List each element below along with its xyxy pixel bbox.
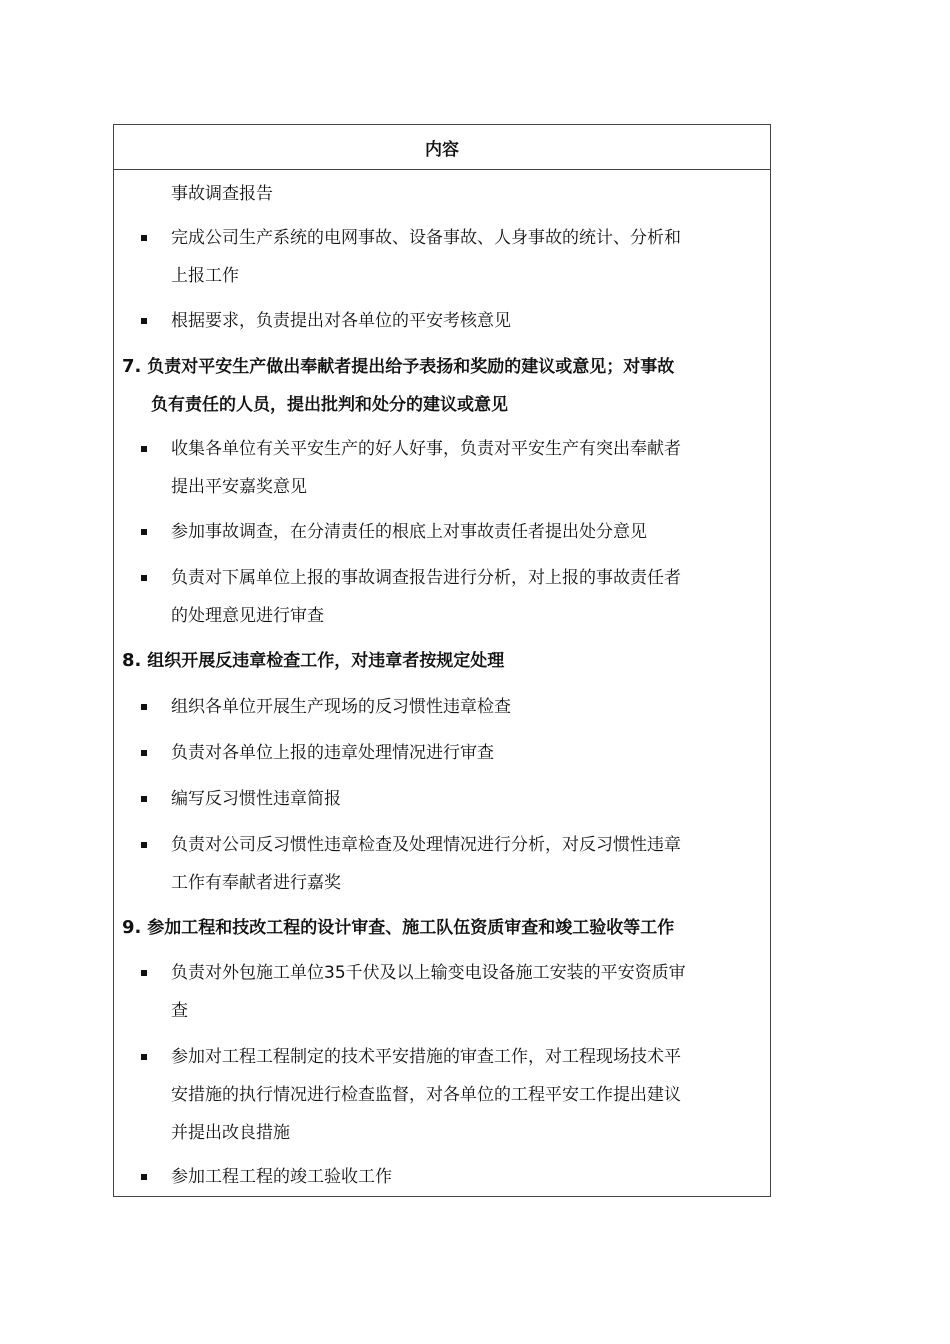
content-table bbox=[113, 124, 771, 1197]
list-item-text: 负责对外包施工单位35千伏及以上输变电设备施工安装的平安资质审 bbox=[171, 963, 686, 983]
list-item-text: 编写反习惯性违章简报 bbox=[171, 789, 341, 809]
list-item-text: 工作有奉献者进行嘉奖 bbox=[171, 873, 341, 893]
list-item-text: 负责对下属单位上报的事故调查报告进行分析，对上报的事故责任者 bbox=[171, 568, 681, 588]
list-item-text: 提出平安嘉奖意见 bbox=[171, 477, 307, 497]
list-item-text: 并提出改良措施 bbox=[171, 1123, 290, 1143]
list-item-text: 参加事故调查，在分清责任的根底上对事故责任者提出处分意见 bbox=[171, 522, 647, 542]
bullet-square-icon bbox=[141, 575, 147, 581]
list-item-text: 负责对公司反习惯性违章检查及处理情况进行分析，对反习惯性违章 bbox=[171, 835, 681, 855]
bullet-square-icon bbox=[141, 1054, 147, 1060]
bullet-square-icon bbox=[141, 1174, 147, 1180]
list-item-text: 负责对各单位上报的违章处理情况进行审查 bbox=[171, 743, 494, 763]
bullet-square-icon bbox=[141, 750, 147, 756]
section-heading-text bbox=[122, 916, 674, 940]
bullet-square-icon bbox=[141, 842, 147, 848]
list-item-text: 参加对工程工程制定的技术平安措施的审查工作，对工程现场技术平 bbox=[171, 1047, 681, 1067]
section-number: 9. bbox=[122, 917, 142, 938]
section-number: 8. bbox=[122, 650, 142, 671]
section-title: 参加工程和技改工程的设计审查、施工队伍资质审查和竣工验收等工作 bbox=[147, 918, 675, 938]
bullet-square-icon bbox=[141, 704, 147, 710]
list-item-text: 根据要求，负责提出对各单位的平安考核意见 bbox=[171, 311, 511, 331]
list-item-text: 的处理意见进行审查 bbox=[171, 606, 324, 626]
list-item-text: 组织各单位开展生产现场的反习惯性违章检查 bbox=[171, 697, 511, 717]
list-item-text: 查 bbox=[171, 1001, 188, 1021]
bullet-square-icon bbox=[141, 446, 147, 452]
bullet-square-icon bbox=[141, 529, 147, 535]
section-heading-text bbox=[122, 355, 674, 379]
bullet-square-icon bbox=[141, 796, 147, 802]
section-title: 负责对平安生产做出奉献者提出给予表扬和奖励的建议或意见；对事故 bbox=[147, 357, 675, 377]
list-item-text: 收集各单位有关平安生产的好人好事，负责对平安生产有突出奉献者 bbox=[171, 439, 681, 459]
bullet-square-icon bbox=[141, 970, 147, 976]
bullet-square-icon bbox=[141, 318, 147, 324]
list-item-text: 安措施的执行情况进行检查监督，对各单位的工程平安工作提出建议 bbox=[171, 1085, 681, 1105]
section-heading-text bbox=[122, 649, 504, 673]
list-item-text: 事故调查报告 bbox=[171, 184, 273, 204]
section-title: 组织开展反违章检查工作，对违章者按规定处理 bbox=[147, 651, 505, 671]
list-item-text: 上报工作 bbox=[171, 266, 239, 286]
bullet-square-icon bbox=[141, 235, 147, 241]
list-item-text: 参加工程工程的竣工验收工作 bbox=[171, 1167, 392, 1187]
section-title: 负有责任的人员，提出批判和处分的建议或意见 bbox=[151, 395, 508, 415]
section-number: 7. bbox=[122, 356, 142, 377]
list-item-text: 完成公司生产系统的电网事故、设备事故、人身事故的统计、分析和 bbox=[171, 228, 681, 248]
table-header: 内容 bbox=[114, 125, 770, 170]
